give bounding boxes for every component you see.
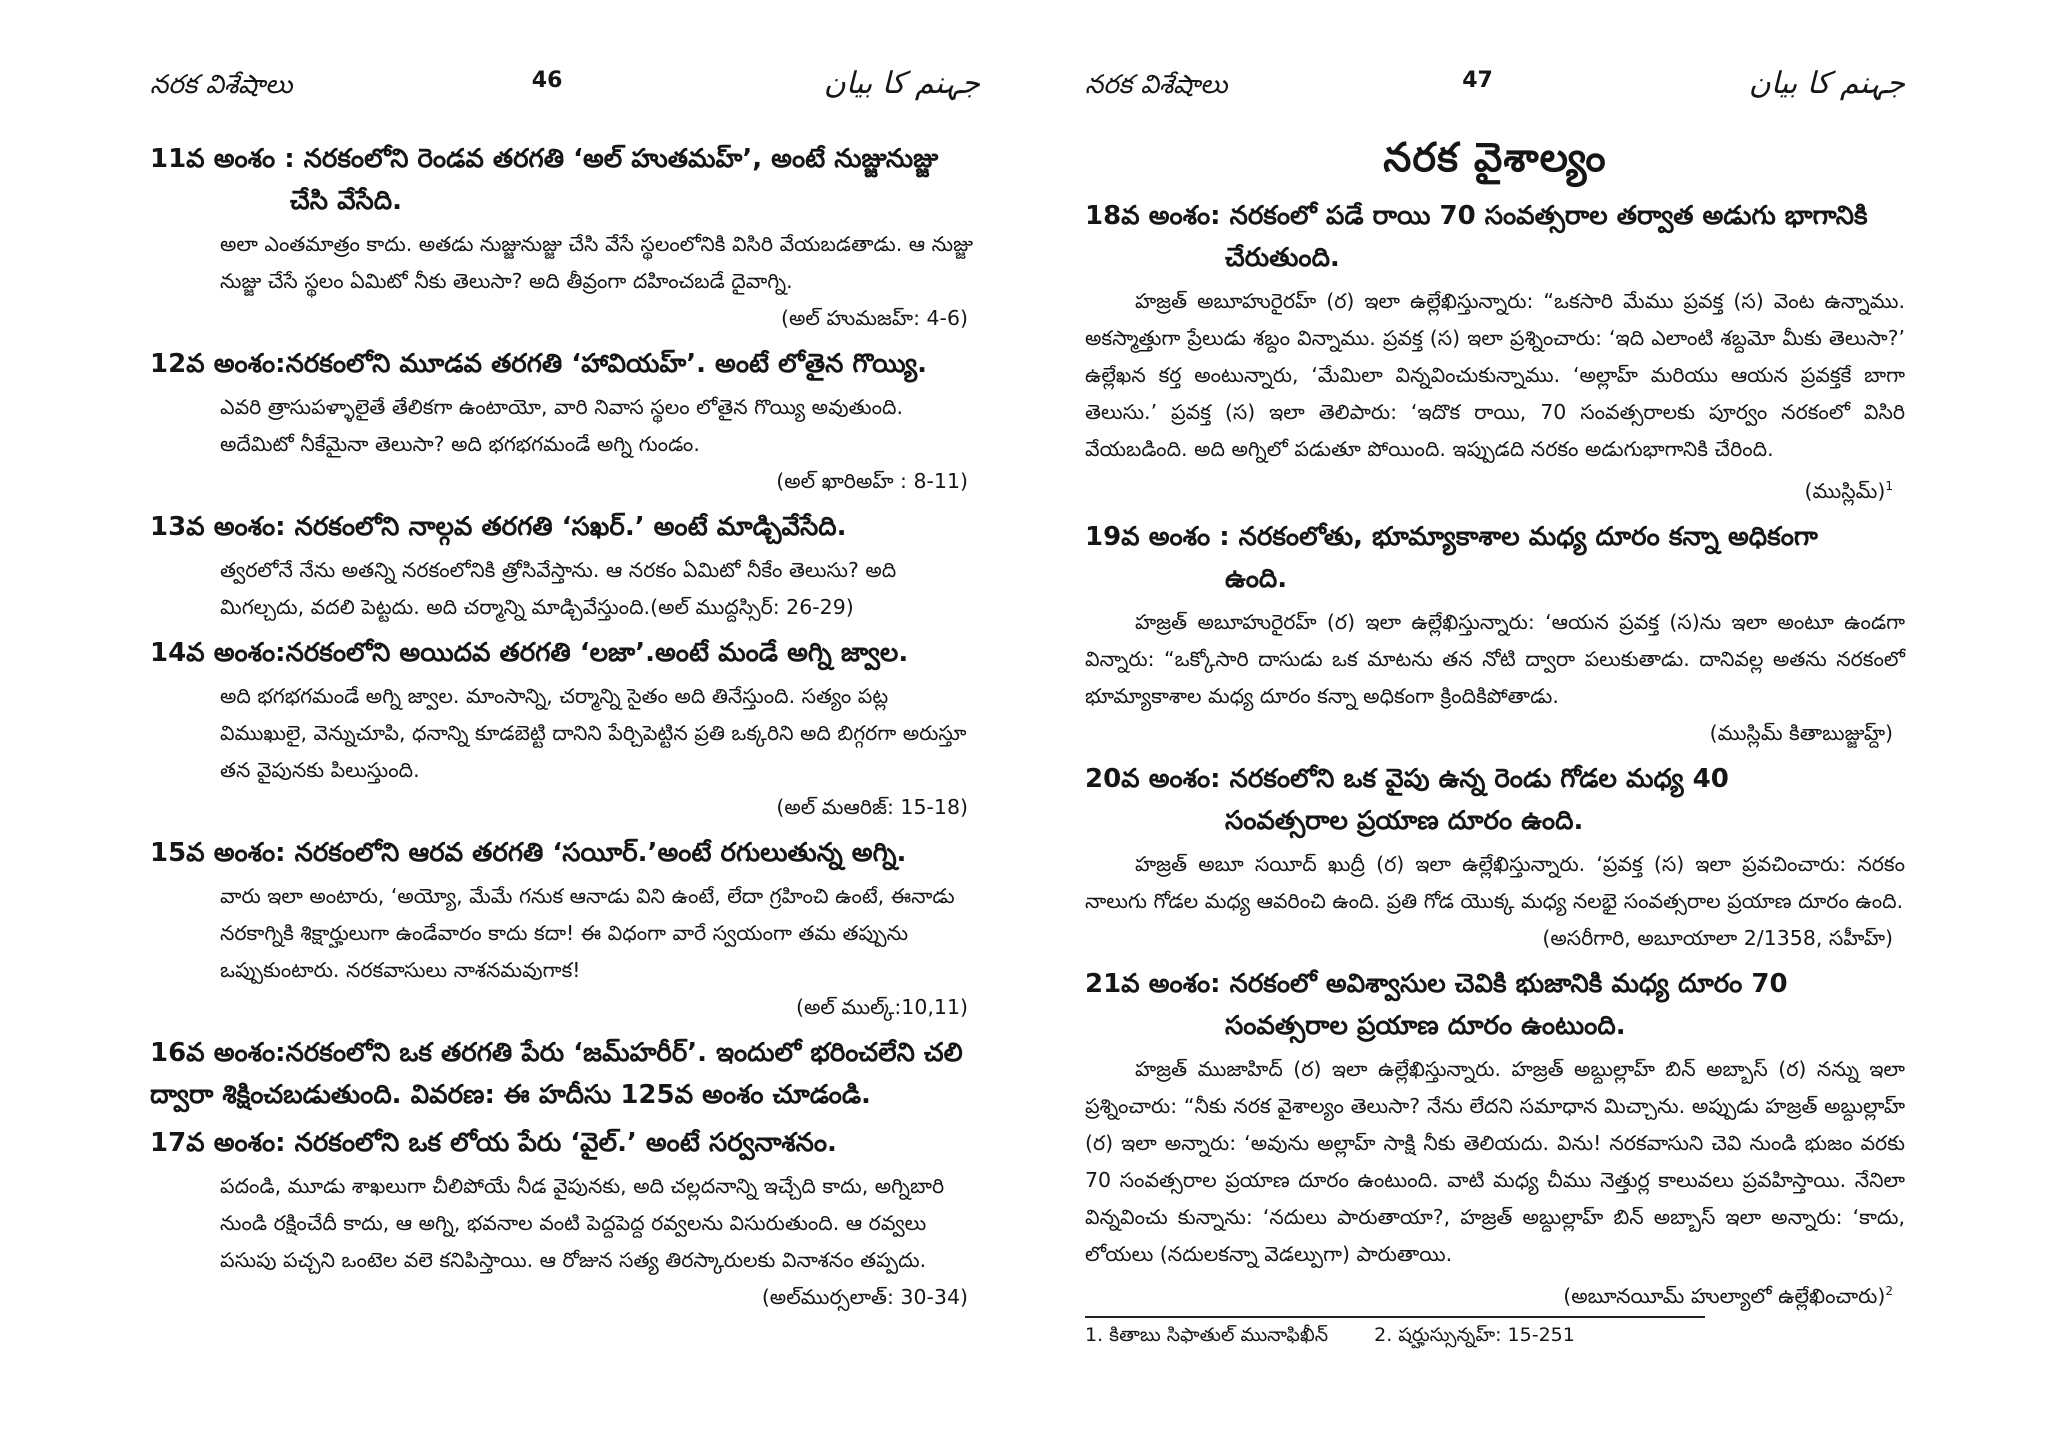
reference: (అల్ ఖారిఅహ్ : 8-11) <box>776 469 968 493</box>
point-body <box>150 678 980 826</box>
point-heading: 13వ అంశం: నరకంలోని నాల్గవ తరగతి ‘సఖర్.’ అంటే మాడ్చివేసేది. <box>150 512 847 542</box>
point-heading: 14వ అంశం:నరకంలోని అయిదవ తరగతి ‘లజా’.అంటే మండే అగ్ని జ్వాల. <box>150 638 909 668</box>
point-heading <box>1085 516 1905 600</box>
point-15 <box>150 832 980 1026</box>
point-heading <box>1085 195 1905 279</box>
point-14 <box>150 632 980 826</box>
point-body <box>150 1168 980 1316</box>
header-urdu-title: جہنم کا بیان <box>1748 66 1905 101</box>
reference-text: (ముస్లిమ్) <box>1804 478 1886 503</box>
header-title: నరక విశేషాలు <box>150 70 293 100</box>
point-13 <box>150 506 980 626</box>
point-16 <box>150 1032 980 1116</box>
body-text: హజ్రత్ అబూహురైరహ్ (ర) ఇలా ఉల్లేఖిస్తున్నారు: “ఒకసారి మేము ప్రవక్త (స) వెంట ఉన్నాము. అకస్మాత్తుగా ప్రేలుడు శబ్దం విన్నాము. ప్రవక్త (స) ఇలా ప్రశ్నించారు: ‘ఇది ఎలాంటి శబ్దమో మీకు తెలుసా?’ ఉల్లేఖన కర్త అంటున్నారు, ‘మేమిలా విన్నవించుకున్నాము. ‘అల్లాహ్ మరియు ఆయన ప్రవక్తకే బాగా తెలుసు.’ ప్రవక్త (స) ఇలా తెలిపారు: ‘ఇదొక రాయి, 70 సంవత్సరాలకు పూర్వం నరకంలో విసిరి వేయబడింది. అది అగ్నిలో పడుతూ పోయింది. ఇప్పుడది నరకం అడుగుభాగానికి చేరింది. <box>1085 289 1905 461</box>
point-21 <box>1085 963 1905 1315</box>
heading-text: 19వ అంశం : నరకంలోతు, భూమ్యాకాశాల మధ్య దూరం కన్నా అధికంగా <box>1085 521 1818 552</box>
point-heading: 16వ అంశం:నరకంలోని ఒక తరగతి పేరు ‘జమ్‌హరీర్’. ఇందులో భరించలేని చలి ద్వారా శిక్షించబడుతుంది. వివరణ: ఈ హదీసు 125వ అంశం చూడండి. <box>150 1038 963 1110</box>
footnote-mark: 1 <box>1885 479 1893 493</box>
point-12 <box>150 343 980 500</box>
point-body <box>1085 846 1905 957</box>
point-19 <box>1085 516 1905 752</box>
heading-continuation: సంవత్సరాల ప్రయాణ దూరం ఉంటుంది. <box>1225 1010 1626 1041</box>
body-text: అది భగభగమండే అగ్ని జ్వాల. మాంసాన్ని, చర్మాన్ని సైతం అది తినేస్తుంది. సత్యం పట్ల విముఖులై, వెన్నుచూపి, ధనాన్ని కూడబెట్టి దానిని పేర్చిపెట్టిన ప్రతి ఒక్కరిని అది బిగ్గరగా అరుస్తూ తన వైపునకు పిలుస్తుంది. <box>220 684 967 782</box>
point-heading <box>150 138 980 222</box>
point-heading <box>1085 758 1905 842</box>
reference <box>1085 468 1905 510</box>
point-heading: 17వ అంశం: నరకంలోని ఒక లోయ పేరు ‘వైల్.’ అంటే సర్వనాశనం. <box>150 1128 837 1158</box>
reference: (అల్‌ముర్సలాత్: 30-34) <box>761 1285 968 1309</box>
reference: (ముస్లిమ్ కితాబుజ్జుహ్ద్) <box>1709 720 1893 745</box>
heading-text: 20వ అంశం: నరకంలోని ఒక వైపు ఉన్న రెండు గోడల మధ్య 40 <box>1085 763 1729 794</box>
point-heading: 15వ అంశం: నరకంలోని ఆరవ తరగతి ‘సయీర్.’అంటే రగులుతున్న అగ్ని. <box>150 838 907 868</box>
footnote-mark: 2 <box>1885 1283 1893 1298</box>
point-body <box>1085 1051 1905 1315</box>
heading-continuation: ఉంది. <box>1225 563 1288 594</box>
point-body <box>150 878 980 1026</box>
body-text: అలా ఎంతమాత్రం కాదు. అతడు నుజ్జునుజ్జు చేసి వేసే స్థలంలోనికి విసిరి వేయబడతాడు. ఆ నుజ్జు నుజ్జు చేసే స్థలం ఏమిటో నీకు తెలుసా? అది తీవ్రంగా దహించబడే దైవాగ్ని. <box>220 232 973 293</box>
reference: (అల్ హుమజహ్: 4-6) <box>781 306 968 330</box>
reference: (అసరీగారి, అబూయాలా 2/1358, సహీహ్) <box>1542 925 1893 950</box>
body-text: త్వరలోనే నేను అతన్ని నరకంలోనికి త్రోసివేస్తాను. ఆ నరకం ఏమిటో నీకేం తెలుసు? అది మిగల్చదు, వదలి పెట్టదు. అది చర్మాన్ని మాడ్చివేస్తుంది.(అల్ ముద్దస్సిర్: 26-29) <box>220 558 897 619</box>
point-17 <box>150 1122 980 1316</box>
heading-text: 18వ అంశం: నరకంలో పడే రాయి 70 సంవత్సరాల తర్వాత అడుగు భాగానికి <box>1085 201 1868 231</box>
page-content <box>1085 135 1905 1321</box>
body-text: హజ్రత్ ముజాహిద్ (ర) ఇలా ఉల్లేఖిస్తున్నారు. హజ్రత్ అబ్దుల్లాహ్ బిన్ అబ్బాస్ (ర) నన్ను ఇలా ప్రశ్నించారు: “నీకు నరక వైశాల్యం తెలుసా? నేను లేదని సమాధాన మిచ్చాను. అప్పుడు హజ్రత్ అబ్దుల్లాహ్ (ర) ఇలా అన్నారు: ‘అవును అల్లాహ్ సాక్షి నీకు తెలియదు. విను! నరకవాసుని చెవి నుండి భుజం వరకు 70 సంవత్సరాల ప్రయాణ దూరం ఉంటుంది. వాటి మధ్య చీము నెత్తుర్ల కాలువలు ప్రవహిస్తాయి. నేనిలా విన్నవించు కున్నాను: ‘నదులు పారుతాయా?, హజ్రత్ అబ్దుల్లాహ్ బిన్ అబ్బాస్ ఇలా అన్నారు: ‘కాదు, లోయలు (నదులకన్నా వెడల్పుగా) పారుతాయి. <box>1085 1056 1905 1266</box>
point-heading <box>1085 963 1905 1047</box>
point-body <box>1085 283 1905 510</box>
body-text: హజ్రత్ అబూ సయీద్ ఖుద్రీ (ర) ఇలా ఉల్లేఖిస్తున్నారు. ‘ప్రవక్త (స) ఇలా ప్రవచించారు: నరకం నాలుగు గోడల మధ్య ఆవరించి ఉంది. ప్రతి గోడ యొక్క మధ్య నలభై సంవత్సరాల ప్రయాణ దూరం ఉంది. <box>1085 851 1905 913</box>
heading-text: 21వ అంశం: నరకంలో అవిశ్వాసుల చెవికి భుజానికి మధ్య దూరం 70 <box>1085 968 1788 999</box>
section-title: నరక వైశాల్యం <box>1383 135 1607 181</box>
point-20 <box>1085 758 1905 957</box>
body-text: ఎవరి త్రాసుపళ్ళాలైతే తేలికగా ఉంటాయో, వారి నివాస స్థలం లోతైన గొయ్యి అవుతుంది. అదేమిటో నీకేమైనా తెలుసా? అది భగభగమండే అగ్ని గుండం. <box>220 395 903 456</box>
point-18 <box>1085 195 1905 510</box>
reference: (అల్ మఆరిజ్: 15-18) <box>776 795 968 819</box>
point-body <box>150 226 980 337</box>
heading-continuation: చేసి వేసేది. <box>290 186 403 216</box>
footnote-1: 1. కితాబు సిఫాతుల్ మునాఫిఖీన్ <box>1085 1324 1329 1346</box>
page-number: 46 <box>531 68 563 93</box>
footnotes <box>1085 1316 1705 1351</box>
body-text: పదండి, మూడు శాఖలుగా చీలిపోయే నీడ వైపునకు, అది చల్లదనాన్ని ఇచ్చేది కాదు, అగ్నిబారి నుండి రక్షించేదీ కాదు, ఆ అగ్ని, భవనాల వంటి పెద్దపెద్ద రవ్వలను విసురుతుంది. ఆ రవ్వలు పసుపు పచ్చని ఒంటెల వలె కనిపిస్తాయి. ఆ రోజున సత్య తిరస్కారులకు వినాశనం తప్పదు. <box>220 1174 945 1272</box>
running-head <box>1085 66 1905 106</box>
page-47 <box>1085 0 1905 1447</box>
heading-continuation: చేరుతుంది. <box>1225 243 1340 273</box>
page-number: 47 <box>1462 68 1493 93</box>
point-heading: 12వ అంశం:నరకంలోని మూడవ తరగతి ‘హావియహ్’. అంటే లోతైన గొయ్యి. <box>150 349 928 379</box>
body-text: వారు ఇలా అంటారు, ‘అయ్యో, మేమే గనుక ఆనాడు విని ఉంటే, లేదా గ్రహించి ఉంటే, ఈనాడు నరకాగ్నికి శిక్షార్హులుగా ఉండేవారం కాదు కదా! ఈ విధంగా వారే స్వయంగా తమ తప్పును ఒప్పుకుంటారు. నరకవాసులు నాశనమవుగాక! <box>220 884 955 982</box>
heading-text: 11వ అంశం : నరకంలోని రెండవ తరగతి ‘అల్ హుతమహ్’, అంటే నుజ్జునుజ్జు <box>150 144 939 174</box>
header-title: నరక విశేషాలు <box>1085 70 1228 100</box>
header-urdu-title: جہنم کا بیان <box>823 66 980 101</box>
point-11 <box>150 138 980 337</box>
body-text: హజ్రత్ అబూహురైరహ్ (ర) ఇలా ఉల్లేఖిస్తున్నారు: ‘ఆయన ప్రవక్త (స)ను ఇలా అంటూ ఉండగా విన్నారు: “ఒక్కోసారి దాసుడు ఒక మాటను తన నోటి ద్వారా పలుకుతాడు. దానివల్ల అతను నరకంలో భూమ్యాకాశాల మధ్య దూరం కన్నా అధికంగా క్రిందికిపోతాడు. <box>1085 609 1905 708</box>
page-46 <box>150 0 980 1447</box>
point-body <box>150 389 980 500</box>
reference <box>1085 1273 1905 1315</box>
running-head <box>150 66 980 106</box>
reference: (అల్ ముల్క్:10,11) <box>795 995 968 1019</box>
page-content <box>150 138 980 1322</box>
point-body <box>150 552 980 626</box>
point-body <box>1085 604 1905 752</box>
heading-continuation: సంవత్సరాల ప్రయాణ దూరం ఉంది. <box>1225 805 1584 836</box>
footnote-2: 2. షర్హుస్సున్నహ్: 15-251 <box>1374 1324 1575 1346</box>
reference-text: (అబూనయీమ్ హుల్యాలో ఉల్లేఖించారు) <box>1563 1283 1886 1308</box>
